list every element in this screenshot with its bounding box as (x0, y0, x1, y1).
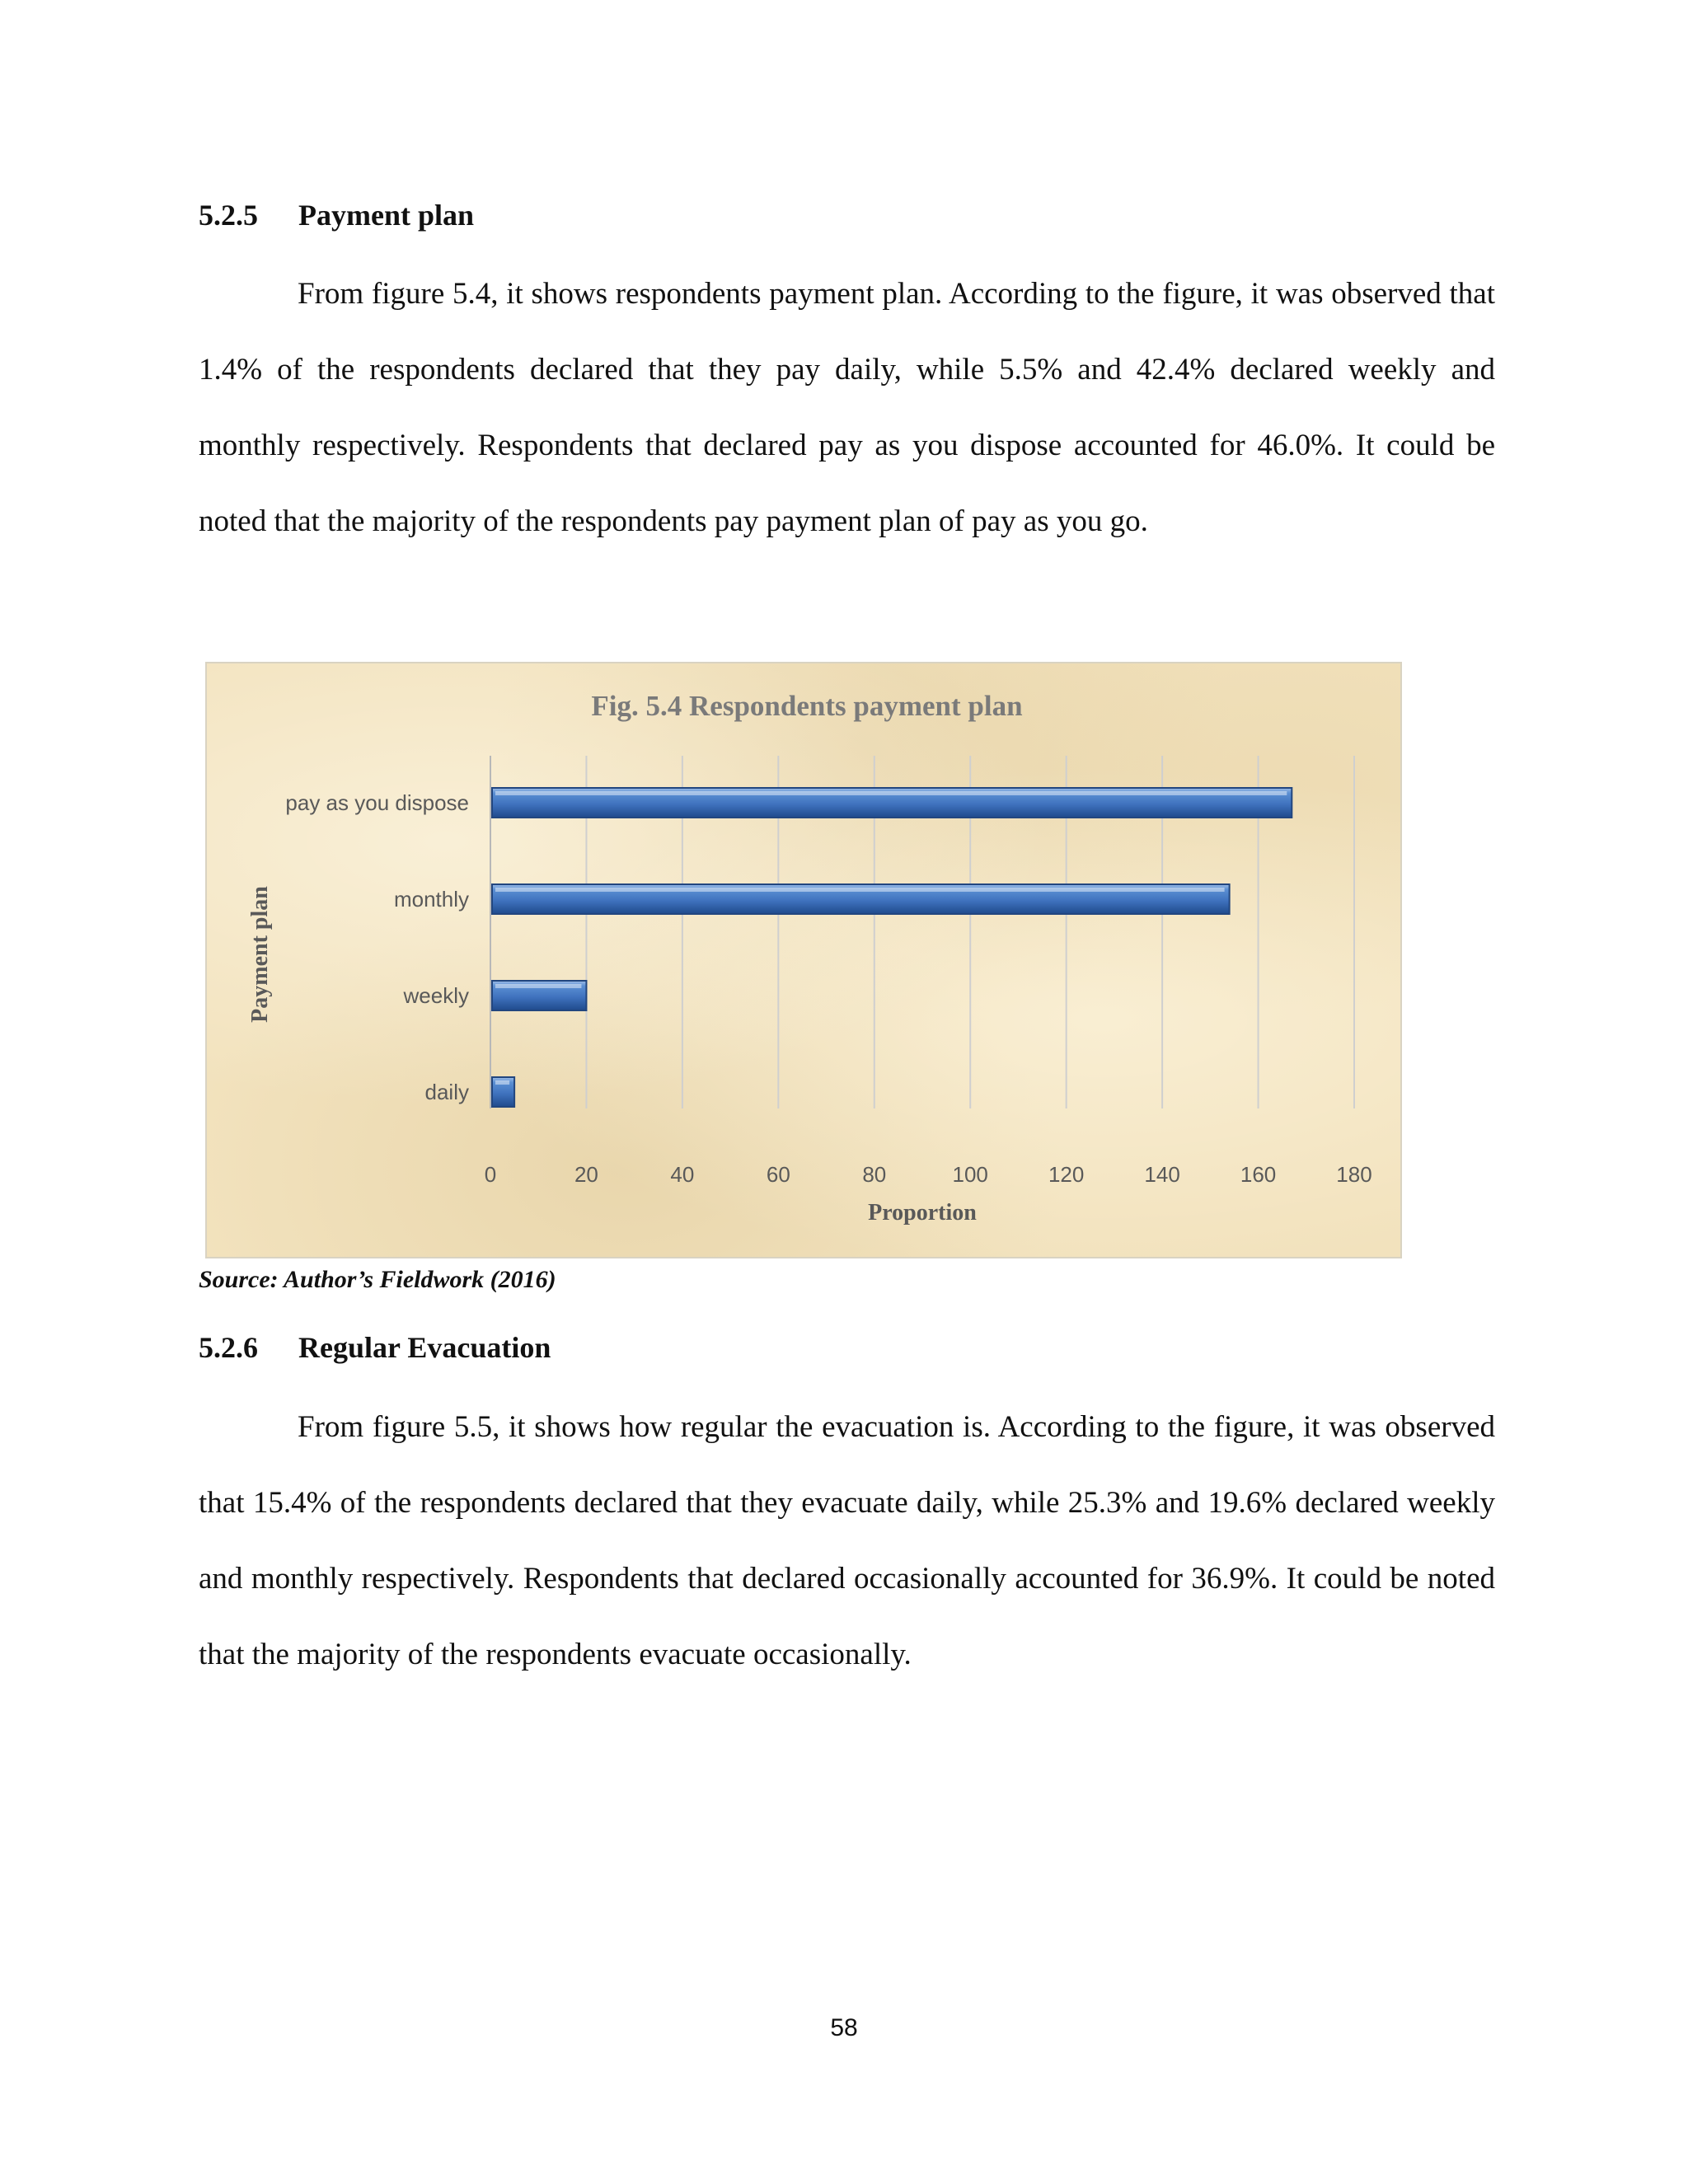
chart-title: Fig. 5.4 Respondents payment plan (591, 690, 1023, 722)
x-tick-label: 140 (1144, 1162, 1180, 1187)
x-axis-label: Proportion (868, 1200, 977, 1226)
y-axis-label: Payment plan (247, 886, 273, 1023)
x-tick-label: 40 (670, 1162, 695, 1187)
section-number: 5.2.5 (199, 199, 258, 232)
paragraph-regular-evacuation (199, 1390, 1495, 1693)
paragraph-text: From figure 5.5, it shows how regular the evacuation is. According to the figure, it was observed that 15.4% of the respondents declared that they evacuate daily, while 25.3% and 19.6% declared weekly and monthly respectively. Respondents that declared occasionally accounted for 36.9%. It could be noted that the majority of the respondents evacuate occasionally. (199, 1410, 1495, 1671)
payment-plan-chart (207, 663, 1402, 1258)
category-label: weekly (403, 983, 469, 1008)
figure-payment-plan (205, 662, 1402, 1258)
x-tick-label: 0 (484, 1162, 497, 1187)
x-tick-label: 180 (1336, 1162, 1372, 1187)
x-tick-label: 60 (766, 1162, 790, 1187)
paragraph-payment-plan (199, 256, 1495, 560)
x-tick-label: 80 (862, 1162, 887, 1187)
section-heading-payment-plan (199, 198, 474, 232)
figure-source: Source: Author’s Fieldwork (2016) (199, 1266, 556, 1293)
x-tick-label: 20 (574, 1162, 598, 1187)
section-title: Regular Evacuation (298, 1331, 551, 1364)
x-tick-label: 100 (952, 1162, 988, 1187)
bar-highlight (495, 888, 1225, 892)
section-title: Payment plan (298, 199, 475, 232)
x-tick-label: 160 (1240, 1162, 1277, 1187)
section-heading-regular-evacuation (199, 1330, 551, 1365)
bar-highlight (495, 1080, 509, 1085)
bar-highlight (495, 791, 1287, 795)
section-number: 5.2.6 (199, 1331, 258, 1364)
category-label: pay as you dispose (285, 790, 469, 815)
category-label: monthly (393, 887, 469, 912)
bar-highlight (495, 984, 581, 988)
page-number: 58 (830, 2014, 858, 2041)
paragraph-text: From figure 5.4, it shows respondents payment plan. According to the figure, it was observed that 1.4% of the respondents declared that they pay daily, while 5.5% and 42.4% declared weekly and monthly respectively. Respondents that declared pay as you dispose accounted for 46.0%. It could be noted that the majority of the respondents pay payment plan of pay as you go. (199, 277, 1495, 538)
category-label: daily (424, 1080, 469, 1104)
x-tick-label: 120 (1048, 1162, 1085, 1187)
